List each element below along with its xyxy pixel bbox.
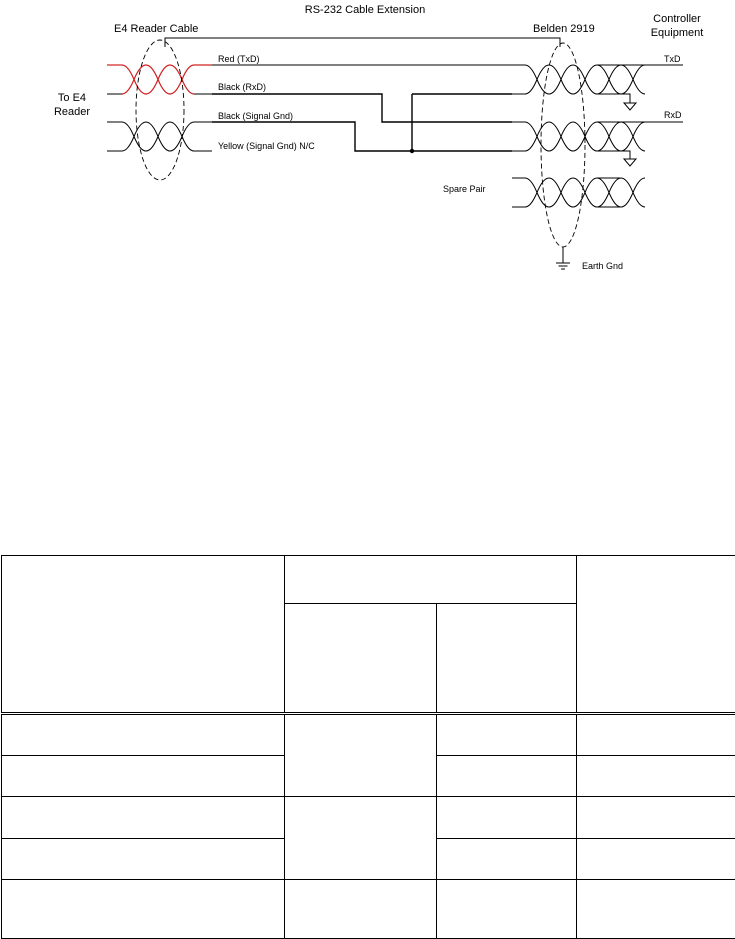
diagram-title: RS-232 Cable Extension	[305, 4, 425, 16]
table-cell	[437, 797, 577, 839]
table-cell	[437, 714, 577, 756]
left-pair-gnd	[107, 122, 212, 151]
cable-spec-table	[1, 555, 735, 939]
table-header-cell	[2, 556, 285, 714]
table-cell	[285, 880, 437, 939]
wire-out-gnd-1	[597, 94, 630, 103]
table-cell	[577, 797, 735, 839]
signal-ground-icon-1	[624, 103, 636, 110]
table-subheader-cell	[285, 604, 437, 714]
table-cell	[2, 756, 285, 797]
rs232-wiring-diagram	[0, 0, 735, 290]
table-cell	[577, 714, 735, 756]
earth-gnd-label: Earth Gnd	[582, 261, 623, 271]
left-cable-label: E4 Reader Cable	[114, 23, 198, 35]
table-cell	[577, 839, 735, 880]
left-pair-tx-rx	[107, 65, 212, 94]
right-shield	[541, 43, 585, 247]
reader-label-line1: To E4	[58, 92, 86, 104]
wire-label-black-rxd: Black (RxD)	[218, 82, 266, 92]
table-subheader-cell	[437, 604, 577, 714]
right-cable-label: Belden 2919	[533, 23, 595, 35]
table-cell	[577, 756, 735, 797]
table-row	[2, 797, 735, 839]
right-pair-1	[512, 65, 645, 94]
wire-label-yellow-nc: Yellow (Signal Gnd) N/C	[218, 141, 315, 151]
txd-label: TxD	[664, 54, 681, 64]
table-cell	[2, 797, 285, 839]
left-shield	[136, 40, 184, 180]
table-cell	[577, 880, 735, 939]
earth-ground-icon	[556, 263, 570, 269]
wire-out-gnd-2	[597, 151, 630, 159]
table-cell	[2, 880, 285, 939]
reader-label-line2: Reader	[54, 106, 90, 118]
right-spare-pair	[512, 178, 645, 207]
junction-dot	[410, 149, 414, 153]
table-header-cell	[577, 556, 735, 714]
table-cell	[2, 839, 285, 880]
wire-label-black-signal-gnd: Black (Signal Gnd)	[218, 111, 293, 121]
table-header-group-cell	[285, 556, 577, 604]
table-row	[2, 880, 735, 939]
table-header-row	[2, 556, 735, 604]
table-cell-merged	[285, 797, 437, 880]
wire-label-red-txd: Red (TxD)	[218, 54, 260, 64]
table-cell	[437, 880, 577, 939]
spare-pair-label: Spare Pair	[443, 184, 486, 194]
cable-bracket	[165, 38, 560, 47]
controller-label-line1: Controller	[653, 13, 701, 25]
table-row	[2, 714, 735, 756]
table-cell	[437, 756, 577, 797]
signal-ground-icon-2	[624, 159, 636, 166]
table-cell-merged	[285, 714, 437, 797]
controller-label-line2: Equipment	[651, 27, 704, 39]
table-cell	[437, 839, 577, 880]
right-pair-2	[512, 122, 645, 151]
table-cell	[2, 714, 285, 756]
rxd-label: RxD	[664, 110, 682, 120]
